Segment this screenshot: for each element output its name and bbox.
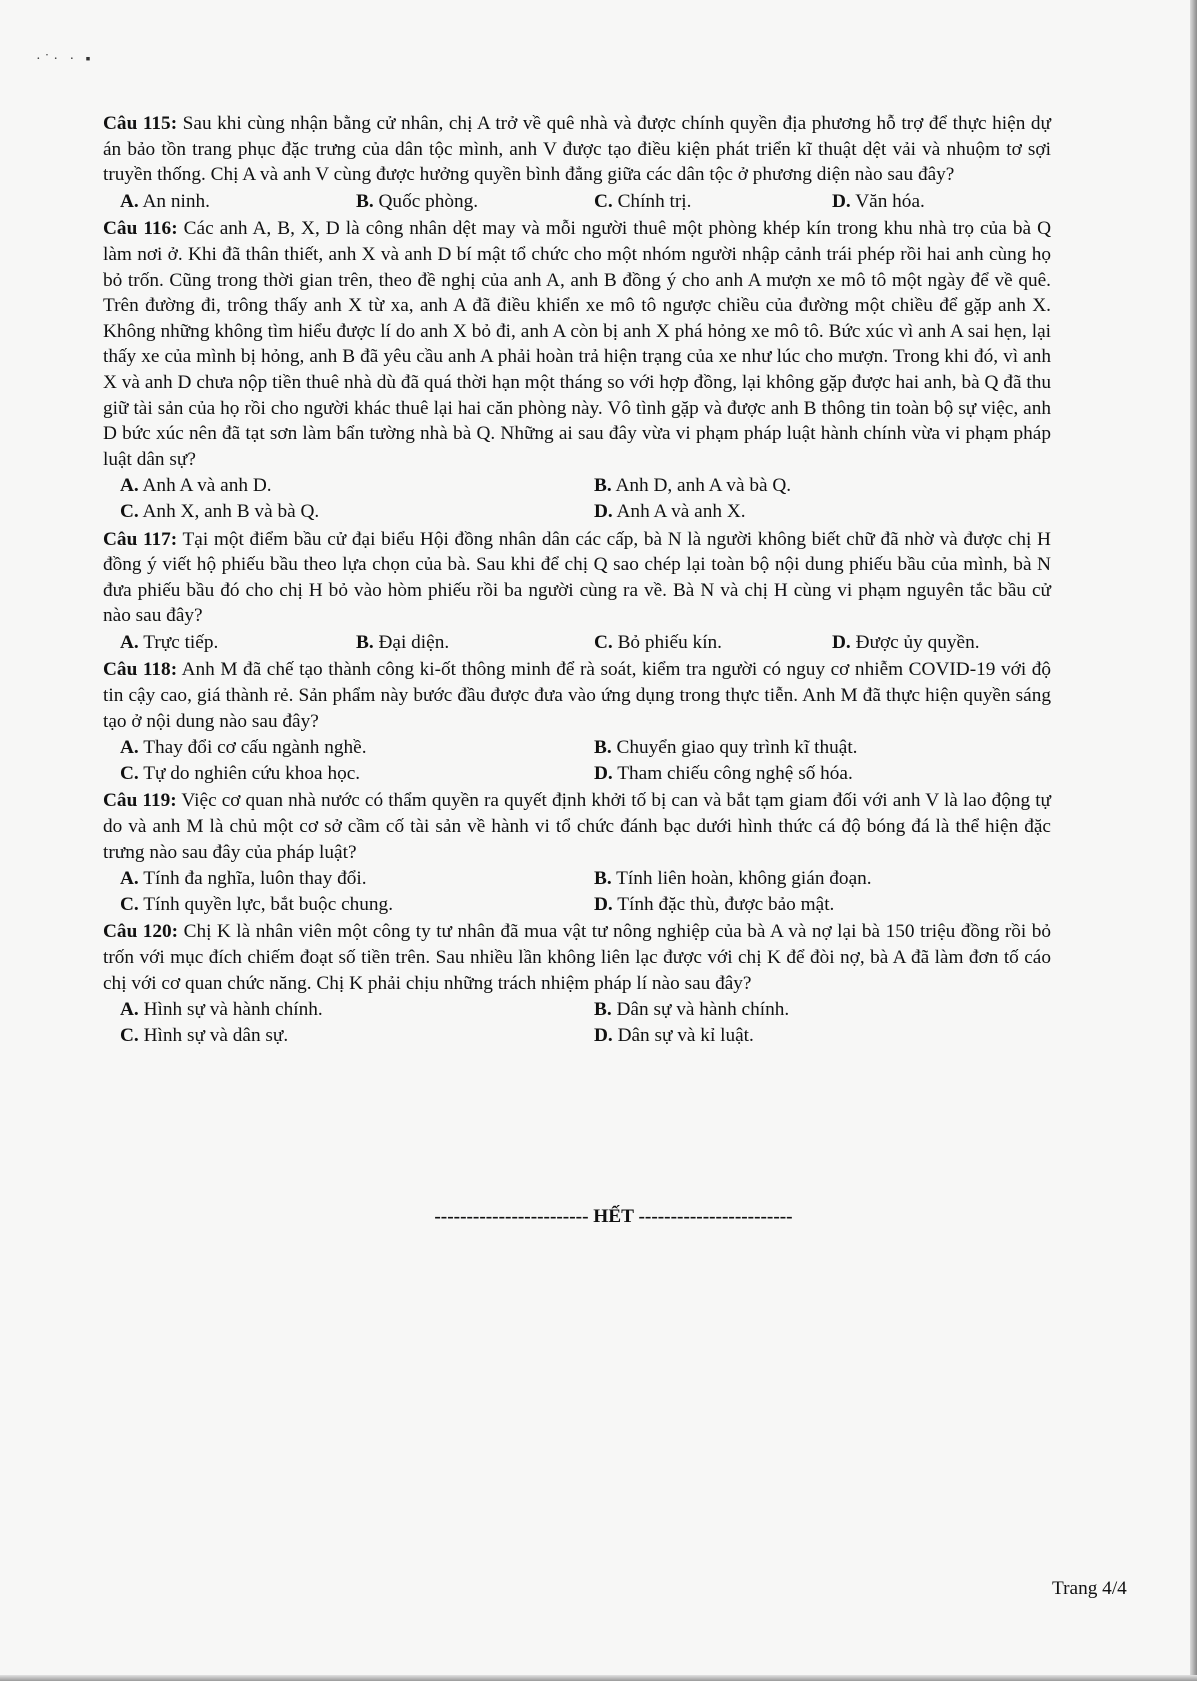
question-label: Câu 115: [103,113,178,134]
question-text: Sau khi cùng nhận bằng cử nhân, chị A trở về quê nhà và được chính quyền địa phương hỗ trợ để thực hiện dự án bảo tồn trang phục đặc trưng của dân tộc mình, anh V được tạo điều kiện phát triển kĩ thuật dệt vải và nhuộm tơ sợi truyền thống. Chị A và anh V cùng được hưởng quyền bình đẳng giữa các dân tộc ở phương diện nào sau đây? [103,113,1051,186]
option-text: Bỏ phiếu kín. [612,631,723,653]
option-letter: A. [120,631,139,653]
option-c [120,892,594,918]
option-text: Dân sự và hành chính. [611,999,790,1021]
option-letter: A. [120,190,139,212]
option-letter: C. [594,631,613,653]
option-letter: D. [594,893,613,915]
option-b [356,630,594,656]
option-a [120,189,356,215]
option-text: Anh D, anh A và bà Q. [611,475,792,497]
question-117 [103,527,1051,629]
option-b [594,997,1068,1023]
option-text: Tính đặc thù, được bảo mật. [612,893,835,915]
option-d [832,630,1068,656]
scan-marks: ·˙· · ▪ [36,52,95,67]
option-c [120,499,594,525]
option-text: Tính đa nghĩa, luôn thay đổi. [138,868,367,890]
option-text: Tính quyền lực, bắt buộc chung. [138,893,394,915]
option-d [594,761,1068,787]
option-text: Chuyển giao quy trình kĩ thuật. [611,737,858,759]
question-label: Câu 118: [103,659,178,681]
option-a [120,997,594,1023]
option-b [594,735,1068,761]
option-letter: B. [594,737,612,759]
option-letter: B. [594,868,612,890]
option-a [120,735,594,761]
option-letter: D. [594,500,613,522]
option-text: Trực tiếp. [138,631,219,653]
option-text: Tính liên hoàn, không gián đoạn. [611,868,872,890]
scan-right-edge [1190,0,1197,1681]
questions-section [103,111,1051,1050]
option-d [594,892,1068,918]
option-letter: A. [120,737,139,759]
option-a [120,473,594,499]
option-letter: D. [832,190,851,212]
option-b [594,866,1068,892]
option-d [594,1023,1068,1049]
option-letter: B. [594,475,612,497]
question-118 [103,657,1051,734]
page-number: Trang 4/4 [1052,1578,1127,1599]
option-text: Quốc phòng. [373,190,479,212]
question-120 [103,919,1051,996]
question-label: Câu 120: [103,921,179,943]
option-text: Chính trị. [612,190,692,212]
option-text: Dân sự và kỉ luật. [612,1024,754,1046]
option-d [594,499,1068,525]
option-a [120,866,594,892]
option-letter: A. [120,868,139,890]
options-120 [103,997,1051,1048]
option-letter: D. [594,1024,613,1046]
option-b [594,473,1068,499]
question-119 [103,788,1051,865]
option-text: Được ủy quyền. [850,631,980,653]
option-c [594,189,832,215]
option-c [120,761,594,787]
option-letter: A. [120,475,139,497]
option-text: Tham chiếu công nghệ số hóa. [612,762,853,784]
question-label: Câu 119: [103,790,177,812]
option-text: Tự do nghiên cứu khoa học. [138,762,361,784]
option-text: Hình sự và hành chính. [138,999,323,1021]
option-text: Anh X, anh B và bà Q. [138,500,320,522]
option-c [594,630,832,656]
options-119 [103,866,1051,917]
options-115 [103,189,1051,215]
option-d [832,189,1068,215]
option-letter: B. [356,631,374,653]
option-text: Anh A và anh D. [138,475,272,497]
question-label: Câu 116: [103,218,178,240]
option-text: Đại diện. [373,631,450,653]
options-117 [103,630,1051,656]
option-text: Thay đổi cơ cấu ngành nghề. [138,737,367,759]
question-115 [103,111,1051,188]
option-text: Anh A và anh X. [612,500,746,522]
end-marker: ------------------------ HẾT ------------------------ [434,1206,793,1227]
question-text: Việc cơ quan nhà nước có thẩm quyền ra quyết định khởi tố bị can và bắt tạm giam đối với anh V là lao động tự do và anh M là chủ một cơ sở cầm cố tài sản về hành vi tổ chức đánh bạc dưới hình thức cá độ bóng đá là thể hiện đặc trưng nào sau đây của pháp luật? [103,790,1052,863]
question-text: Chị K là nhân viên một công ty tư nhân đã mua vật tư nông nghiệp của bà A và nợ lại bà 150 triệu đồng rồi bỏ trốn với mục đích chiếm đoạt số tiền trên. Sau nhiều lần không liên lạc được với chị K để đòi nợ, bà A đã làm đơn tố cáo chị với cơ quan chức năng. Chị K phải chịu những trách nhiệm pháp lí nào sau đây? [103,921,1051,994]
option-text: An ninh. [138,190,210,212]
option-text: Hình sự và dân sự. [138,1024,289,1046]
question-label: Câu 117: [103,528,178,550]
option-c [120,1023,594,1049]
option-letter: C. [594,190,613,212]
option-letter: A. [120,999,139,1021]
option-letter: C. [120,1024,139,1046]
option-letter: D. [594,762,613,784]
option-letter: C. [120,893,139,915]
question-text: Anh M đã chế tạo thành công ki-ốt thông minh để rà soát, kiểm tra người có nguy cơ nhiễm COVID-19 với độ tin cậy cao, giá thành rẻ. Sản phẩm này bước đầu được đưa vào ứng dụng trong thực tiễn. Anh M đã thực hiện quyền sáng tạo ở nội dung nào sau đây? [103,659,1052,732]
option-text: Văn hóa. [850,190,925,212]
question-text: Tại một điểm bầu cử đại biểu Hội đồng nhân dân các cấp, bà N là người không biết chữ đã nhờ và được chị H đồng ý viết hộ phiếu bầu theo lựa chọn của bà. Sau khi để chị Q sao chép lại toàn bộ nội dung phiếu bầu của mình, bà N đưa phiếu bầu đó cho chị H bỏ vào hòm phiếu rồi ba người cùng ra về. Bà N và chị H cùng vi phạm nguyên tắc bầu cử nào sau đây? [103,528,1051,627]
question-116 [103,216,1051,472]
scan-bottom-edge [0,1675,1197,1681]
options-118 [103,735,1051,786]
option-letter: B. [356,190,374,212]
option-letter: C. [120,500,139,522]
question-text: Các anh A, B, X, D là công nhân dệt may và mỗi người thuê một phòng khép kín trong khu nhà trọ của bà Q làm nơi ở. Khi đã thân thiết, anh X và anh D bí mật tổ chức cho một nhóm người nhập cảnh trái phép rồi hai anh cùng họ bỏ trốn. Cũng trong thời gian trên, theo đề nghị của anh A, anh B đồng ý cho anh A mượn xe mô tô một ngày để về quê. Trên đường đi, trông thấy anh X từ xa, anh A đã điều khiển xe mô tô ngược chiều của đường một chiều để gặp anh X. Không những không tìm hiểu được lí do anh X bỏ đi, anh A còn bị anh X phá hỏng xe mô tô. Bức xúc vì anh A sai hẹn, lại thấy xe của mình bị hỏng, anh B đã yêu cầu anh A phải hoàn trả hiện trạng của xe như lúc cho mượn. Trong khi đó, vì anh X và anh D chưa nộp tiền thuê nhà dù đã quá thời hạn một tháng so với hợp đồng, lại không gặp được hai anh, bà Q đã thu giữ tài sản của họ rồi cho người khác thuê lại hai căn phòng này. Vô tình gặp và được anh B thông tin toàn bộ sự việc, anh D bức xúc nên đã tạt sơn làm bẩn tường nhà bà Q. Những ai sau đây vừa vi phạm pháp luật hành chính vừa vi phạm pháp luật dân sự? [103,218,1051,470]
option-letter: D. [832,631,851,653]
option-letter: B. [594,999,612,1021]
option-b [356,189,594,215]
options-116 [103,473,1051,524]
option-letter: C. [120,762,139,784]
option-a [120,630,356,656]
